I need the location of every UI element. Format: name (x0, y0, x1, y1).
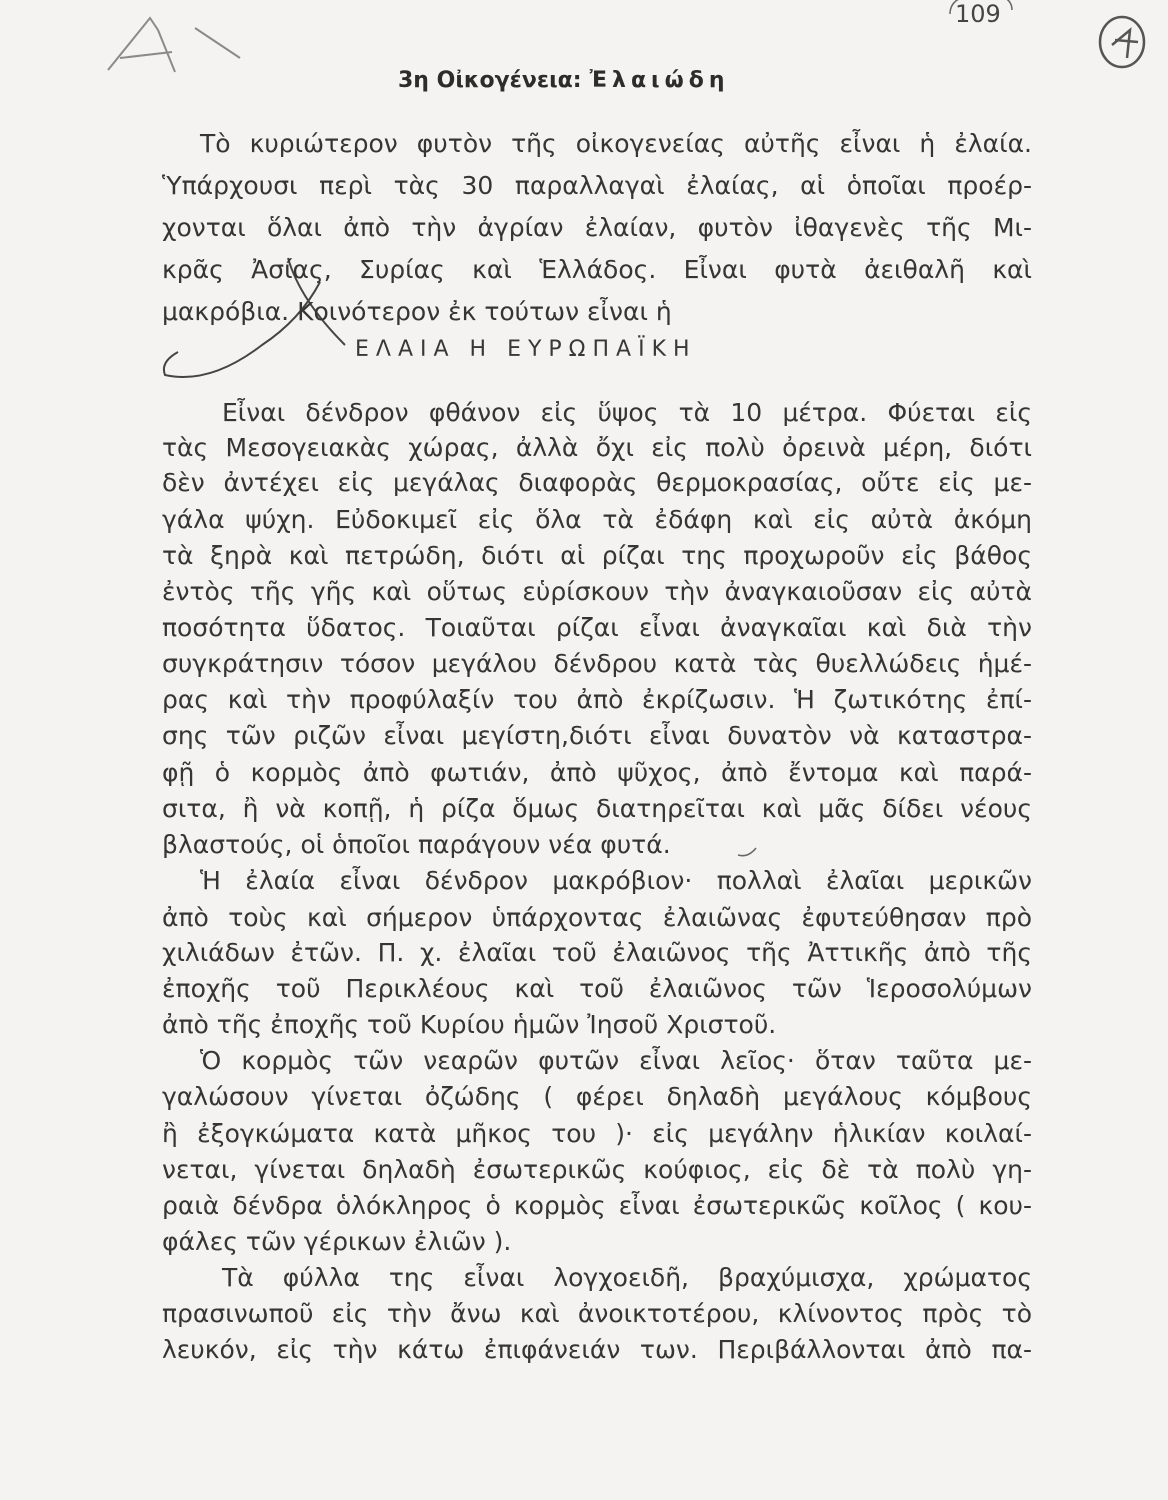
text-line: βλαστούς, οἱ ὁποῖοι παράγουν νέα φυτά. (162, 830, 671, 859)
text-line: φῇ ὁ κορμὸς ἀπὸ φωτιάν, ἀπὸ ψῦχος, ἀπὸ ἔντομα καὶ παρά- (162, 758, 1032, 787)
text-line: Τὰ φύλλα της εἶναι λογχοειδῆ, βραχύμισχα, χρώματος (222, 1263, 1032, 1292)
page-number: 109 (955, 0, 1001, 28)
text-line: σης τῶν ριζῶν εἶναι μεγίστη,διότι εἶναι δυνατὸν νὰ καταστρα- (162, 721, 1032, 750)
text-line: γάλα ψύχη. Εὐδοκιμεῖ εἰς ὅλα τὰ ἐδάφη καὶ εἰς αὐτὰ ἀκόμη (162, 505, 1032, 534)
text-line: Τὸ κυριώτερον φυτὸν τῆς οἰκογενείας αὐτῆς εἶναι ἡ ἐλαία. (200, 129, 1032, 158)
text-line: ἢ ἐξογκώματα κατὰ μῆκος του )· εἰς μεγάλην ἡλικίαν κοιλαί- (162, 1119, 1032, 1148)
text-line: χονται ὅλαι ἀπὸ τὴν ἀγρίαν ἐλαίαν, φυτὸν ἰθαγενὲς τῆς Μι- (162, 213, 1032, 242)
text-line: τὰς Μεσογειακὰς χώρας, ἀλλὰ ὄχι εἰς πολὺ ὀρεινὰ μέρη, διότι (162, 433, 1032, 462)
text-line: φάλες τῶν γέρικων ἐλιῶν ). (162, 1227, 512, 1256)
text-line: γαλώσουν γίνεται ὀζώδης ( φέρει δηλαδὴ μεγάλους κόμβους (162, 1082, 1032, 1111)
text-line: λευκόν, εἰς τὴν κάτω ἐπιφάνειάν των. Περιβάλλονται ἀπὸ πα- (162, 1335, 1032, 1364)
text-line: δὲν ἀντέχει εἰς μεγάλας διαφορὰς θερμοκρασίας, οὔτε εἰς με- (162, 468, 1032, 497)
heading-family: 3η Οἰκογένεια: (398, 68, 582, 93)
text-line: ἐποχῆς τοῦ Περικλέους καὶ τοῦ ἐλαιῶνος τῶν Ἱεροσολύμων (162, 974, 1032, 1003)
text-line: ἐντὸς τῆς γῆς καὶ οὕτως εὑρίσκουν τὴν ἀναγκαιοῦσαν εἰς αὐτὰ (162, 577, 1032, 606)
section-heading (398, 68, 730, 93)
text-line: ρας καὶ τὴν προφύλαξίν του ἀπὸ ἐκρίζωσιν. Ἡ ζωτικότης ἐπί- (162, 685, 1032, 714)
text-line: κρᾶς Ἀσίας, Συρίας καὶ Ἑλλάδος. Εἶναι φυτὰ ἀειθαλῆ καὶ (162, 255, 1032, 284)
pencil-letter-a (108, 18, 240, 72)
text-line: πρασινωποῦ εἰς τὴν ἄνω καὶ ἀνοικτοτέρου, κλίνοντος πρὸς τὸ (162, 1299, 1032, 1328)
text-line: τὰ ξηρὰ καὶ πετρώδη, διότι αἱ ρίζαι της προχωροῦν εἰς βάθος (162, 541, 1032, 570)
text-line: Ὁ κορμὸς τῶν νεαρῶν φυτῶν εἶναι λεῖος· ὅταν ταῦτα με- (200, 1046, 1032, 1075)
heading-name: Ἐλαιώδη (589, 68, 730, 93)
text-line: Εἶναι δένδρον φθάνον εἰς ὕψος τὰ 10 μέτρα. Φύεται εἰς (222, 398, 1032, 427)
text-line: ραιὰ δένδρα ὁλόκληρος ὁ κορμὸς εἶναι ἐσωτερικῶς κοῖλος ( κου- (162, 1191, 1032, 1220)
text-line: Ὑπάρχουσι περὶ τὰς 30 παραλλαγαὶ ἐλαίας, αἱ ὁποῖαι προέρ- (162, 171, 1032, 200)
text-line: ἀπὸ τῆς ἐποχῆς τοῦ Κυρίου ἡμῶν Ἰησοῦ Χριστοῦ. (162, 1010, 777, 1039)
text-line: συγκράτησιν τόσον μεγάλου δένδρου κατὰ τὰς θυελλώδεις ἡμέ- (162, 649, 1032, 678)
text-line: ποσότητα ὕδατος. Τοιαῦται ρίζαι εἶναι ἀναγκαῖαι καὶ διὰ τὴν (162, 613, 1032, 642)
text-line: νεται, γίνεται δηλαδὴ ἐσωτερικῶς κούφιος, εἰς δὲ τὰ πολὺ γη- (162, 1155, 1032, 1184)
text-line: Ἡ ἐλαία εἶναι δένδρον μακρόβιον· πολλαὶ ἐλαῖαι μερικῶν (200, 866, 1032, 895)
text-line: μακρόβια. Κοινότερον ἐκ τούτων εἶναι ἡ (162, 297, 672, 326)
text-line: ἀπὸ τοὺς καὶ σήμερον ὑπάρχοντας ἐλαιῶνας ἐφυτεύθησαν πρὸ (162, 903, 1032, 932)
text-line: χιλιάδων ἐτῶν. Π. χ. ἐλαῖαι τοῦ ἐλαιῶνος τῆς Ἀττικῆς ἀπὸ τῆς (162, 938, 1032, 967)
subheading: ΕΛΑΙΑ Η ΕΥΡΩΠΑΪΚΗ (355, 337, 697, 362)
text-line: σιτα, ἢ νὰ κοπῇ, ἡ ρίζα ὅμως διατηρεῖται καὶ μᾶς δίδει νέους (162, 794, 1032, 823)
